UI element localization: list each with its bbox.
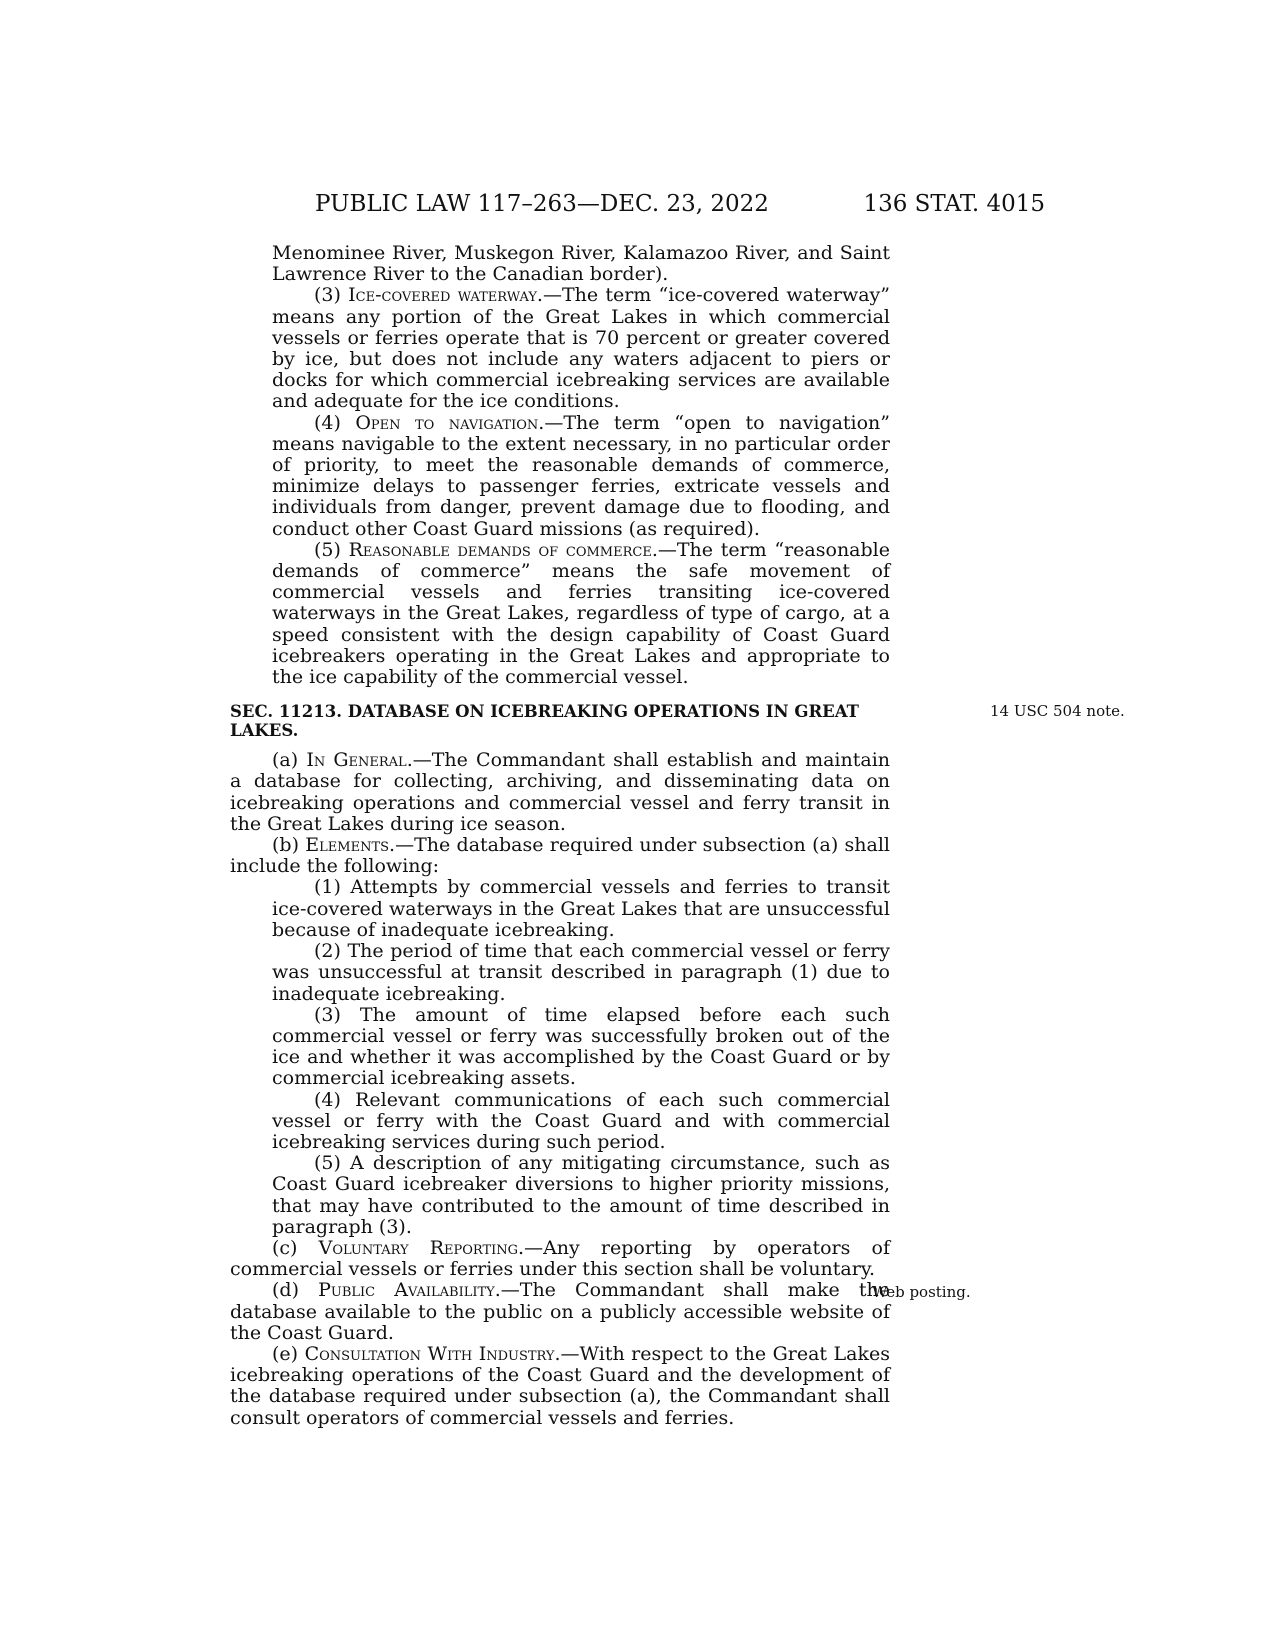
- subsection-b-number: (b): [272, 834, 299, 857]
- section-margin-note: 14 USC 504 note.: [990, 702, 1125, 721]
- subsection-e-heading: Consultation With Industry: [304, 1342, 555, 1365]
- definition-5-heading: Reasonable demands of commerce: [348, 538, 652, 561]
- section-heading-text: SEC. 11213. DATABASE ON ICEBREAKING OPERATIONS IN GREAT: [230, 702, 859, 722]
- definition-3-text: .—The term “ice-covered waterway” means any portion of the Great Lakes in which commercial vessels or ferries operate that is 70 percent or greater covered by ice, but does not include any waters adjacent to piers or docks for which commercial icebreaking services are available and adequate for the ice conditions.: [272, 284, 890, 413]
- subsection-e-text: .—With respect to the Great Lakes icebreaking operations of the Coast Guard and the development of the database required under subsection (a), the Commandant shall consult operators of commercial vessels and ferries.: [230, 1342, 890, 1429]
- header-stat-page: 136 STAT. 4015: [863, 191, 1045, 217]
- subsection-a-text: .—The Commandant shall establish and maintain a database for collecting, archiving, and disseminating data on icebreaking operations and commercial vessel and ferry transit in the Great Lakes during ice season.: [230, 749, 891, 835]
- subsection-d-number: (d): [272, 1279, 299, 1302]
- element-item: (4) Relevant communications of each such commercial vessel or ferry with the Coast Guard and with commercial icebreaking services during such period.: [272, 1088, 890, 1153]
- section-heading-continued: LAKES.: [230, 721, 299, 741]
- subsection-a-heading: In General: [306, 749, 407, 772]
- web-posting-margin-note: Web posting.: [872, 1283, 971, 1302]
- subsection-e-number: (e): [272, 1342, 299, 1365]
- definition-5: [230, 540, 890, 688]
- document-body: [230, 242, 1125, 1429]
- subsection-c: [230, 1238, 890, 1280]
- subsection-c-text: .—Any reporting by operators of commercial vessels or ferries under this section shall be voluntary.: [230, 1236, 890, 1281]
- subsection-a: [230, 750, 890, 835]
- definition-5-number: (5): [314, 538, 341, 561]
- subsection-d-heading: Public Availability: [318, 1279, 495, 1302]
- subsection-b-heading: Elements: [305, 834, 390, 857]
- header-title: PUBLIC LAW 117–263—DEC. 23, 2022: [315, 191, 769, 217]
- element-item: (5) A description of any mitigating circumstance, such as Coast Guard icebreaker diversions to higher priority missions, that may have contributed to the amount of time described in paragraph (3).: [272, 1152, 890, 1238]
- subsection-b-text: .—The database required under subsection (a) shall include the following:: [230, 834, 890, 878]
- definition-4-number: (4): [314, 411, 341, 434]
- definition-3-heading: Ice-covered waterway: [348, 284, 537, 307]
- definition-5-text: .—The term “reasonable demands of commerce” means the safe movement of commercial vessels and ferries transiting ice-covered waterways in the Great Lakes, regardless of type of cargo, at a speed consistent with the design capability of Coast Guard icebreakers operating in the Great Lakes and appropriate to the ice capability of the commercial vessel.: [272, 538, 890, 689]
- definition-4-heading: Open to navigation: [355, 411, 539, 434]
- subsection-b: [230, 835, 890, 877]
- subsection-e: [230, 1344, 890, 1429]
- subsection-c-heading: Voluntary Reporting: [318, 1236, 519, 1259]
- element-item: (3) The amount of time elapsed before each such commercial vessel or ferry was successfully broken out of the ice and whether it was accomplished by the Coast Guard or by commercial icebreaking assets.: [272, 1003, 890, 1090]
- definition-3: [230, 285, 890, 412]
- definition-4: [230, 413, 890, 540]
- element-item: (2) The period of time that each commercial vessel or ferry was unsuccessful at transit described in paragraph (1) due to inadequate icebreaking.: [272, 940, 890, 1005]
- definition-3-number: (3): [314, 284, 341, 307]
- subsection-c-number: (c): [272, 1236, 298, 1259]
- subsection-d: [230, 1279, 971, 1344]
- subsection-d-text: .—The Commandant shall make the database available to the public on a publicly accessible website of the Coast Guard.: [230, 1279, 891, 1344]
- definition-4-text: .—The term “open to navigation” means navigable to the extent necessary, in no particular order of priority, to meet the reasonable demands of commerce, minimize delays to passenger ferries, extricate vessels and individuals from danger, prevent damage due to flooding, and conduct other Coast Guard missions (as required).: [272, 411, 891, 540]
- element-item: (1) Attempts by commercial vessels and ferries to transit ice-covered waterways in the Great Lakes that are unsuccessful because of inadequate icebreaking.: [272, 876, 890, 941]
- definition-continued: Menominee River, Muskegon River, Kalamazoo River, and Saint Lawrence River to the Canadian border).: [272, 242, 890, 286]
- section-heading: [230, 702, 1125, 741]
- subsection-a-number: (a): [272, 749, 299, 772]
